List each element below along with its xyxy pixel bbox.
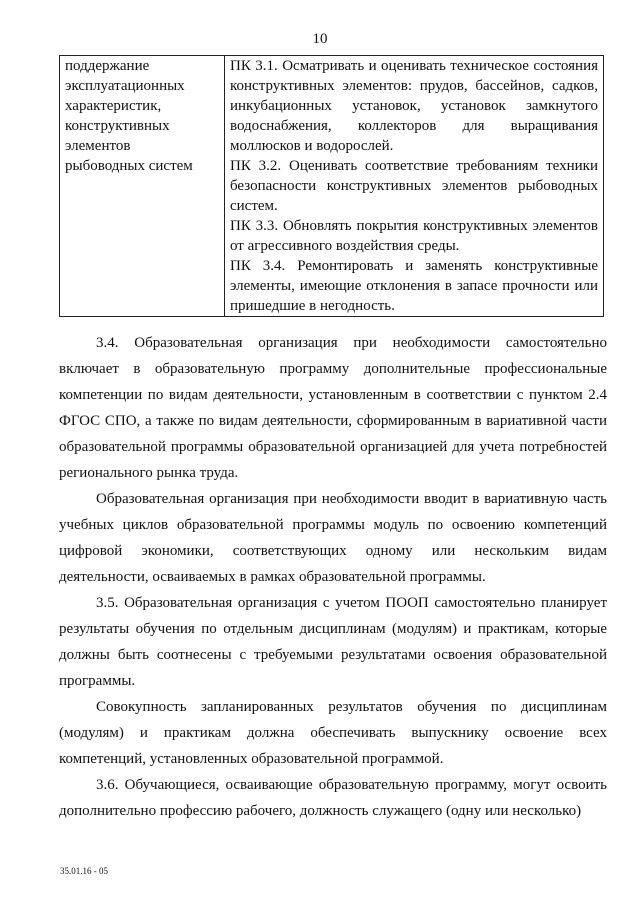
competency-pk-3-4: ПК 3.4. Ремонтировать и заменять конструктивные элементы, имеющие отклонения в запасе прочности или пришедшие в негодность. <box>230 258 598 314</box>
body-text <box>59 486 607 590</box>
paragraph-digital-economy: Образовательная организация при необходимости вводит в вариативную часть учебных циклов образовательной программы модуль по освоению компетенций цифровой экономики, соответствующих одному или нескольким видам деятельности, осваиваемых в рамках образовательной программы. <box>59 491 607 585</box>
competency-table <box>59 55 604 317</box>
competencies-cell <box>225 56 604 317</box>
competency-pk-3-3: ПК 3.3. Обновлять покрытия конструктивных элементов от агрессивного воздействия среды. <box>230 218 598 254</box>
body-text <box>59 772 607 824</box>
activity-type-line: эксплуатационных <box>65 78 185 94</box>
activity-type-line: элементов <box>65 138 131 154</box>
paragraph-learning-outcomes: Совокупность запланированных результатов обучения по дисциплинам (модулям) и практикам должна обеспечивать выпускнику освоение всех компетенций, установленных образовательной программой. <box>59 699 607 767</box>
body-text <box>59 694 607 772</box>
paragraph-3-5: 3.5. Образовательная организация с учетом ПООП самостоятельно планирует результаты обучения по отдельным дисциплинам (модулям) и практикам, которые должны быть соотнесены с требуемыми результатами освоения образовательной программы. <box>59 595 607 689</box>
activity-type-line: конструктивных <box>65 118 170 134</box>
competency-pk-3-2: ПК 3.2. Оценивать соответствие требованиям техники безопасности конструктивных элементов рыбоводных систем. <box>230 158 598 214</box>
page-number: 10 <box>312 31 328 47</box>
table-row <box>60 56 604 317</box>
activity-type-line: характеристик, <box>65 98 162 114</box>
paragraph-3-6: 3.6. Обучающиеся, осваивающие образовательную программу, могут освоить дополнительно профессию рабочего, должность служащего (одну или несколько) <box>59 777 607 819</box>
competency-pk-3-1: ПК 3.1. Осматривать и оценивать техническое состояния конструктивных элементов: прудов, бассейнов, садков, инкубационных установок, установок замкнутого водоснабжения, коллекторов для выращивания моллюсков и водорослей. <box>230 58 598 154</box>
document-code: 35.01.16 - 05 <box>60 866 108 876</box>
body-text <box>59 590 607 694</box>
activity-type-line: рыбоводных систем <box>65 158 193 174</box>
body-text <box>59 330 607 486</box>
activity-type-line: поддержание <box>65 58 150 74</box>
paragraph-3-4: 3.4. Образовательная организация при необходимости самостоятельно включает в образовательную программу дополнительные профессиональные компетенции по видам деятельности, установленным в соответствии с пунктом 2.4 ФГОС СПО, а также по видам деятельности, сформированным в вариативной части образовательной программы образовательной организацией для учета потребностей регионального рынка труда. <box>59 335 607 481</box>
activity-type-cell <box>60 56 225 317</box>
